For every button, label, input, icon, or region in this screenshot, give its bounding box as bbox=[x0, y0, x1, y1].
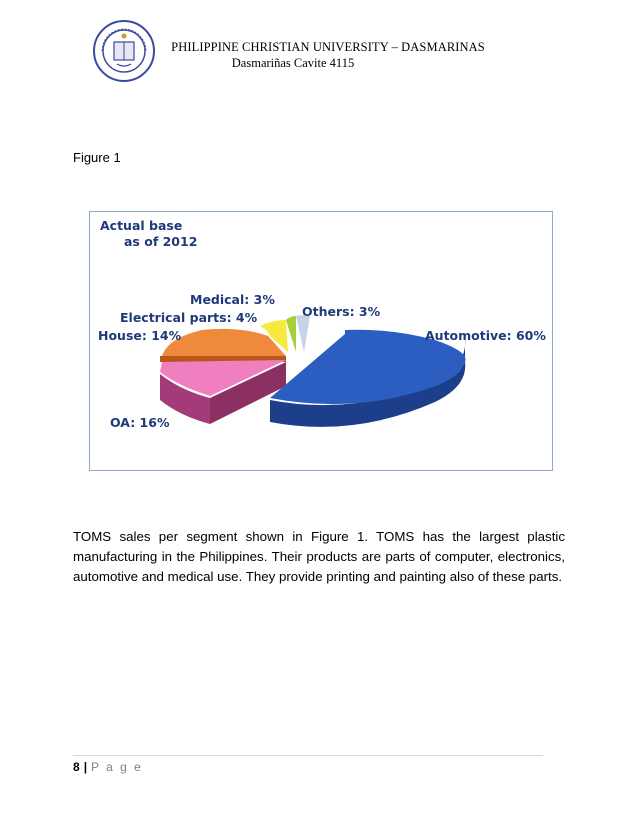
figure-caption: Figure 1 bbox=[73, 150, 121, 165]
footer-separator: | bbox=[83, 760, 88, 774]
label-house: House: 14% bbox=[98, 328, 182, 343]
university-logo bbox=[93, 20, 155, 82]
slice-others bbox=[296, 315, 310, 352]
chart-title-line2: as of 2012 bbox=[124, 234, 198, 249]
pie-chart-figure bbox=[89, 211, 553, 471]
label-medical: Medical: 3% bbox=[190, 292, 275, 307]
label-automotive: Automotive: 60% bbox=[425, 328, 546, 343]
university-address: Dasmariñas Cavite 4115 bbox=[231, 56, 355, 70]
body-paragraph: TOMS sales per segment shown in Figure 1. TOMS has the largest plastic manufacturing in the Philippines. Their products are parts of computer, electronics, automotive and medical use. They provide printing and painting also of these parts. bbox=[73, 529, 565, 584]
university-name: PHILIPPINE CHRISTIAN UNIVERSITY – DASMARINAS bbox=[171, 40, 485, 54]
label-oa: OA: 16% bbox=[110, 415, 170, 430]
footer-divider bbox=[73, 755, 543, 756]
page-label: P a g e bbox=[91, 760, 143, 774]
chart-title-line1: Actual base bbox=[100, 218, 183, 233]
label-others: Others: 3% bbox=[302, 304, 381, 319]
pie-chart bbox=[90, 212, 554, 472]
page-footer bbox=[73, 760, 143, 774]
page-number: 8 bbox=[73, 760, 80, 774]
label-electrical: Electrical parts: 4% bbox=[120, 310, 258, 325]
